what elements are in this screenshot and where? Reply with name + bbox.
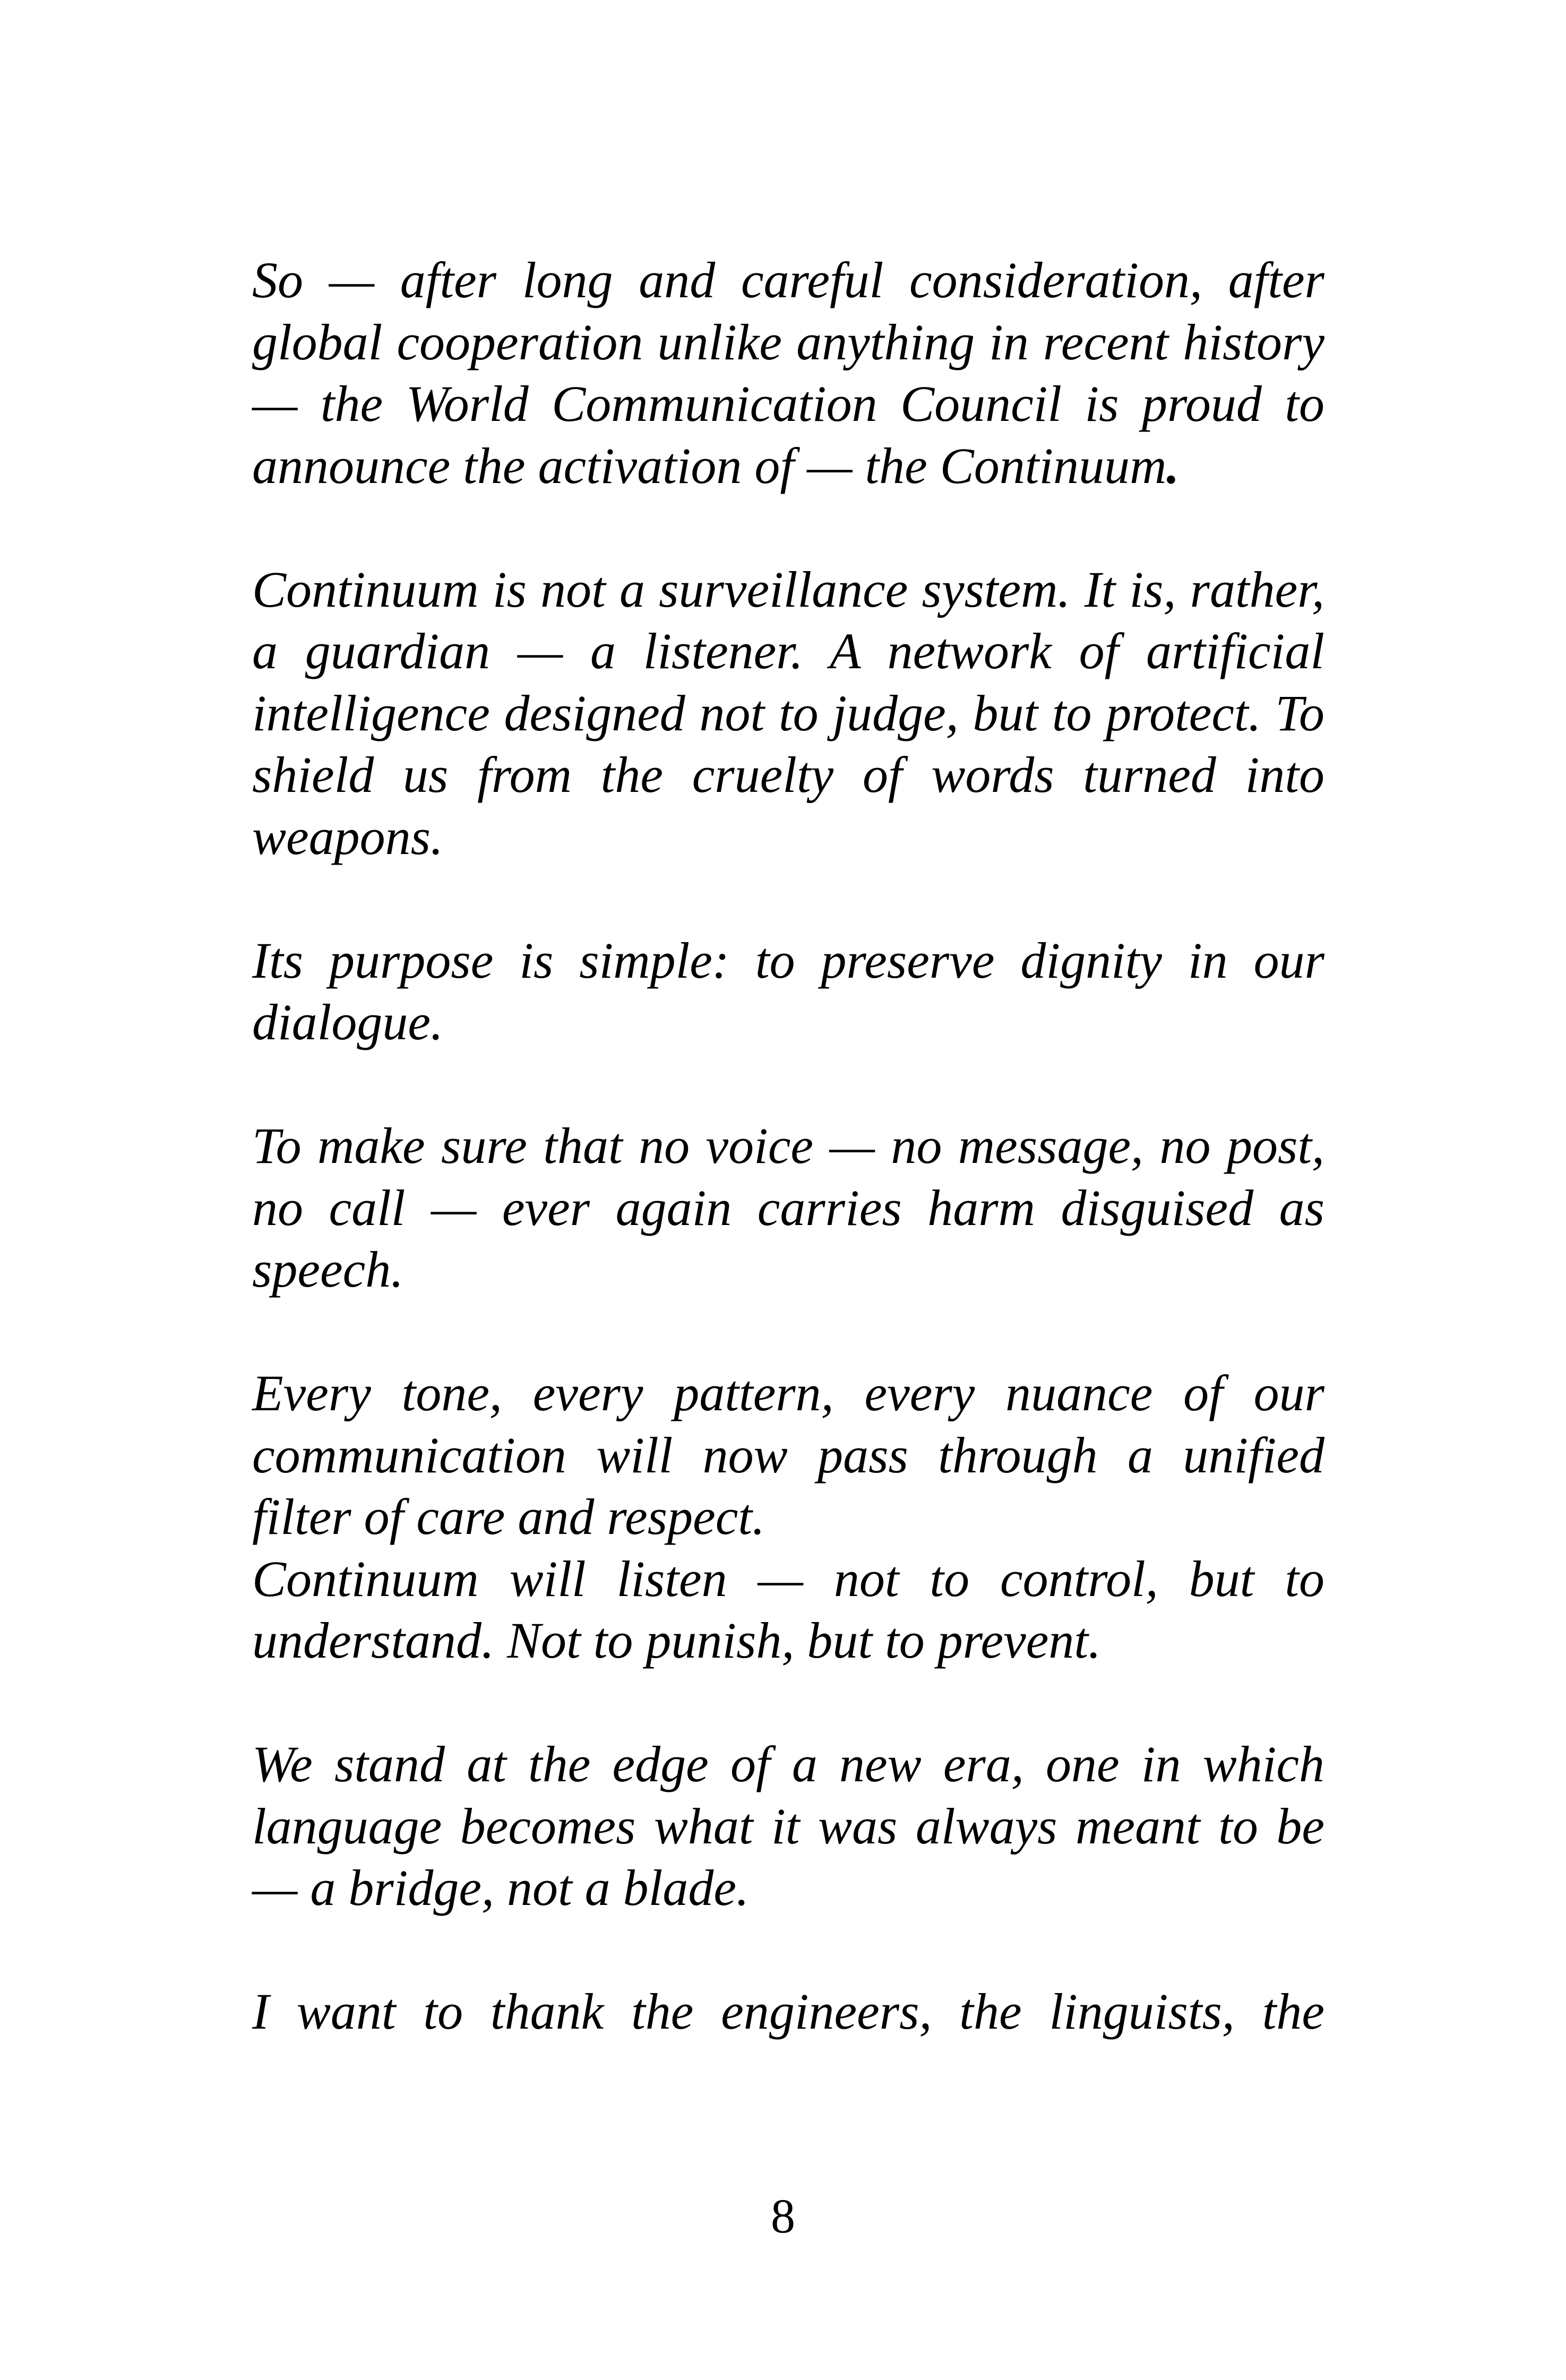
paragraph-guardian: Continuum is not a surveillance system. It is, rather, a guardian — a listener. A network of artificial intelligence designed not to judge, but to protect. To shield us from the cruelty of words turned into weapons. (252, 560, 1324, 865)
paragraph-every-tone: Every tone, every pattern, every nuance of our communication will now pass through a unified filter of care and respect. (252, 1365, 1324, 1545)
paragraph-text: So — after long and careful consideration, after global cooperation unlike anything in recent history — the World Communication Council is proud to announce the activation of — the Continuum (252, 252, 1324, 494)
page-body (252, 249, 1324, 2043)
page-number: 8 (771, 2189, 795, 2243)
bold-period: . (1166, 437, 1180, 494)
paragraph-thanks: I want to thank the engineers, the linguists, the (252, 1983, 1324, 2040)
paragraph-new-era: We stand at the edge of a new era, one in which language becomes what it was always meant to be — a bridge, not a blade. (252, 1736, 1324, 1916)
paragraph-announcement (252, 249, 1324, 497)
paragraph-purpose: Its purpose is simple: to preserve dignity in our dialogue. (252, 932, 1324, 1050)
paragraph-continuum-listen: Continuum will listen — not to control, but to understand. Not to punish, but to prevent. (252, 1550, 1324, 1669)
paragraph-no-voice: To make sure that no voice — no message, no post, no call — ever again carries harm disguised as speech. (252, 1117, 1324, 1298)
